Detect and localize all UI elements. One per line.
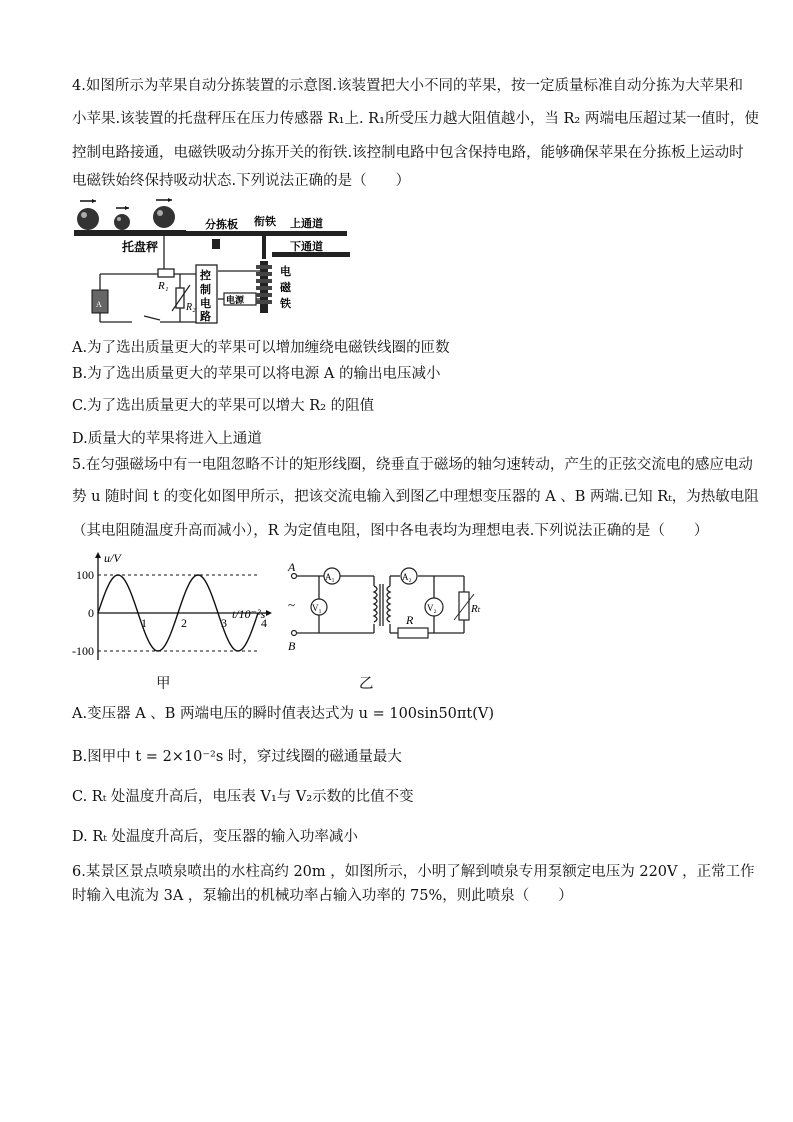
- control-char-1: 控: [200, 270, 211, 282]
- caption-yi: 乙: [359, 676, 374, 692]
- control-char-4: 路: [200, 311, 211, 323]
- q5-stem-line-1: 5.在匀强磁场中有一电阻忽略不计的矩形线圈，绕垂直于磁场的轴匀速转动，产生的正弦交流电的感应电动: [72, 457, 753, 473]
- control-char-2: 制: [200, 284, 211, 296]
- sort-board-label: 分拣板: [205, 219, 238, 231]
- apple-large-1: [77, 199, 99, 230]
- magnet-char-1: 电: [280, 266, 291, 278]
- r2-label: R₂: [186, 302, 196, 313]
- caption-jia: 甲: [156, 676, 171, 692]
- q5-option-c[interactable]: C. Rₜ 处温度升高后，电压表 V₁与 V₂示数的比值不变: [72, 789, 414, 805]
- voltmeter-v1-label: V₁: [312, 603, 322, 613]
- r1-label: R₁: [158, 280, 169, 292]
- tray-scale-belt: [74, 230, 186, 236]
- y-tick-label: 100: [76, 568, 94, 582]
- q4-stem-line-4: 电磁铁始终保持吸动状态.下列说法正确的是（ ）: [72, 173, 411, 189]
- terminal-a-label: A: [288, 562, 296, 574]
- q6-stem-line-2: 时输入电流为 3A ，泵输出的机械功率占输入功率的 75%，则此喷泉（ ）: [72, 888, 573, 904]
- armature-plunger: [212, 239, 220, 249]
- ac-tilde: ~: [288, 597, 296, 612]
- ammeter-a1-label: A₁: [325, 572, 335, 582]
- voltage-time-graph: [72, 548, 282, 668]
- terminal-b-label: B: [288, 639, 296, 653]
- source-a-label: A: [96, 300, 102, 309]
- y-tick-label: 0: [88, 606, 94, 620]
- ammeter-a2-label: A₂: [402, 572, 412, 582]
- lower-channel-label: 下通道: [290, 241, 323, 253]
- terminal-b: [292, 631, 297, 636]
- q4-option-c[interactable]: C.为了选出质量更大的苹果可以增大 R₂ 的阻值: [72, 398, 375, 414]
- q4-stem-line-1: 4.如图所示为苹果自动分拣装置的示意图.该装置把大小不同的苹果，按一定质量标准自动分拣为大苹果和: [72, 78, 743, 94]
- q5-stem-line-3: （其电阻随温度升高而减小），R 为定值电阻，图中各电表均为理想电表.下列说法正确的是（ ）: [72, 523, 709, 539]
- q4-stem-line-3: 控制电路接通，电磁铁吸动分拣开关的衔铁.该控制电路中包含保持电路，能够确保苹果在分拣板上运动时: [72, 145, 744, 161]
- resistor-r1: [158, 269, 174, 277]
- armature-label: 衔铁: [254, 216, 276, 228]
- graph-ylabel: u/V: [104, 551, 121, 565]
- magnet-char-3: 铁: [280, 298, 291, 310]
- q4-option-a[interactable]: A.为了选出质量更大的苹果可以增加缠绕电磁铁线圈的匝数: [72, 340, 450, 356]
- q4-option-b[interactable]: B.为了选出质量更大的苹果可以将电源 A 的输出电压减小: [72, 366, 441, 382]
- y-tick-label: -100: [72, 644, 94, 658]
- q5-option-d[interactable]: D. Rₜ 处温度升高后，变压器的输入功率减小: [72, 829, 358, 845]
- sort-board: [172, 231, 347, 236]
- armature-bar: [262, 231, 266, 259]
- magnet-char-2: 磁: [280, 282, 291, 294]
- resistor-r: [398, 628, 428, 638]
- q4-option-d[interactable]: D.质量大的苹果将进入上通道: [72, 431, 262, 447]
- apple-large-2: [153, 198, 175, 228]
- q5-stem-line-2: 势 u 随时间 t 的变化如图甲所示，把该交流电输入到图乙中理想变压器的 A 、B 两端.已知 Rₜ，为热敏电阻: [72, 489, 759, 505]
- x-tick-label: 3: [221, 616, 227, 630]
- q5-option-a[interactable]: A.变压器 A 、B 两端电压的瞬时值表达式为 u = 100sin50πt(V): [72, 706, 495, 722]
- terminal-a: [292, 574, 297, 579]
- transformer-circuit: [282, 562, 492, 657]
- power-box-label: 电源: [226, 295, 245, 305]
- control-char-3: 电: [200, 298, 211, 310]
- x-tick-label: 2: [181, 616, 187, 630]
- q5-option-b[interactable]: B.图甲中 t = 2×10⁻²s 时，穿过线圈的磁通量最大: [72, 749, 402, 765]
- thermistor-rt-label: Rₜ: [471, 603, 481, 615]
- resistor-r-label: R: [406, 613, 414, 627]
- apple-small: [114, 206, 130, 230]
- x-tick-label: 4: [261, 616, 267, 630]
- apple-sorter-figure: [72, 195, 362, 327]
- thermistor-rt: [459, 592, 469, 620]
- resistor-r2: [176, 288, 184, 308]
- voltmeter-v2-label: V₂: [427, 603, 437, 613]
- tray-label: 托盘秤: [122, 240, 159, 254]
- q6-stem-line-1: 6.某景区景点喷泉喷出的水柱高约 20m ，如图所示，小明了解到喷泉专用泵额定电压为 220V ，正常工作: [72, 864, 755, 880]
- upper-channel-label: 上通道: [290, 218, 323, 230]
- y-axis-arrow: [95, 552, 101, 558]
- graph-xlabel: t/10⁻²s: [232, 607, 266, 621]
- q4-stem-line-2: 小苹果.该装置的托盘秤压在压力传感器 R₁上. R₁所受压力越大阻值越小，当 R₂ 两端电压超过某一值时，使: [72, 111, 759, 127]
- x-tick-label: 1: [141, 616, 147, 630]
